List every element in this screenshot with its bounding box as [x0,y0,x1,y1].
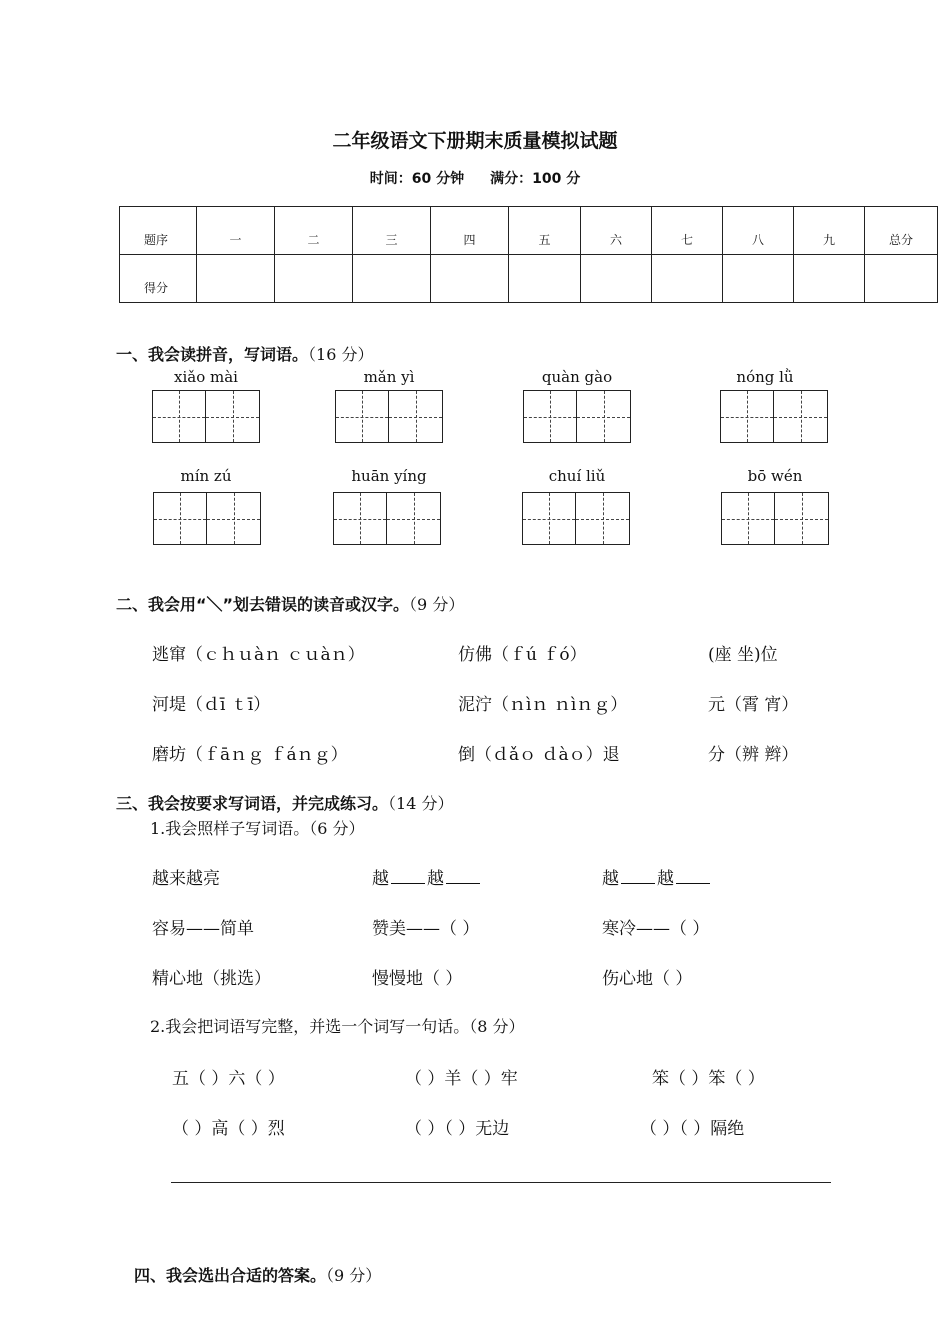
pronunciation-item[interactable]: 泥泞（ｎìｎ ｎìｎｇ） [458,695,628,715]
score-cell[interactable] [581,255,652,303]
section4-heading [134,1263,381,1286]
score-table-row-label-order: 题序 [120,207,197,255]
pinyin-label: chuí liǔ [548,467,606,485]
section2-heading-text: 二、我会用“＼”划去错误的读音或汉字。 [116,595,410,614]
score-table-col-total: 总分 [865,207,938,255]
pronunciation-item[interactable]: 河堤（ｄī ｔī） [152,695,271,715]
pattern-char: 越 [657,869,674,889]
pinyin-label: mín zú [180,467,232,485]
section4-points: （9 分） [326,1266,382,1285]
idiom-blank-item[interactable]: （ ）高（ ）烈 [172,1119,285,1139]
score-cell[interactable] [353,255,431,303]
sentence-writing-line[interactable] [171,1182,831,1183]
writing-grid[interactable] [335,390,443,443]
pattern-char: 越 [602,869,619,889]
section1-heading [116,342,373,365]
pronunciation-item[interactable]: 仿佛（ｆú ｆó） [458,645,587,665]
score-cell[interactable] [197,255,275,303]
writing-grid[interactable] [153,492,261,545]
example-word: 容易——简单 [152,919,254,939]
pattern-char: 越 [427,869,444,889]
score-table-col: 四 [431,207,509,255]
idiom-blank-item[interactable]: （ ）羊（ ）牢 [405,1069,518,1089]
score-table-row-label-score: 得分 [120,255,197,303]
example-word: 越来越亮 [152,869,220,889]
idiom-blank-item[interactable]: 五（ ）六（ ） [172,1069,285,1089]
pattern-char: 越 [372,869,389,889]
antonym-blank-item[interactable]: 赞美——（ ） [372,919,480,939]
section2-heading [116,592,464,615]
writing-grid[interactable] [522,492,630,545]
section1-points: （16 分） [308,345,374,364]
writing-grid[interactable] [523,390,631,443]
fill-blank[interactable] [621,882,655,884]
pronunciation-item[interactable]: 磨坊（ｆāｎｇ ｆáｎｇ） [152,745,348,765]
pinyin-label: quàn gào [541,368,613,386]
fill-blank[interactable] [676,882,710,884]
section4-heading-text: 四、我会选出合适的答案。 [134,1266,327,1285]
character-item[interactable]: 分（辨 辫） [708,745,799,765]
pattern-blank-item[interactable] [372,864,482,889]
score-table-col: 八 [723,207,794,255]
pattern-blank-item[interactable] [602,864,712,889]
score-table-col: 五 [509,207,581,255]
adverb-blank-item[interactable]: 慢慢地（ ） [372,969,463,989]
writing-grid[interactable] [152,390,260,443]
example-word: 精心地（挑选） [152,969,271,989]
score-cell[interactable] [509,255,581,303]
score-table-col: 六 [581,207,652,255]
fill-blank[interactable] [391,882,425,884]
idiom-blank-item[interactable]: （ ）（ ）无边 [405,1119,510,1139]
section3-heading [116,791,453,814]
score-table-col: 二 [275,207,353,255]
idiom-blank-item[interactable]: 笨（ ）笨（ ） [652,1069,765,1089]
score-table-col: 一 [197,207,275,255]
character-item[interactable]: (座 坐)位 [708,645,778,665]
score-table-col: 九 [794,207,865,255]
section3-points: （14 分） [388,794,454,813]
character-item[interactable]: 元（霄 宵） [708,695,799,715]
score-cell[interactable] [275,255,353,303]
pinyin-label: huān yíng [351,467,427,485]
exam-full-score: 满分：100 分 [490,171,581,187]
score-cell[interactable] [794,255,865,303]
section3-sub1-heading: 1.我会照样子写词语。（6 分） [150,819,365,838]
adverb-blank-item[interactable]: 伤心地（ ） [602,969,693,989]
score-cell[interactable] [652,255,723,303]
pinyin-label: xiǎo mài [174,368,238,386]
section3-sub2-heading: 2.我会把词语写完整，并选一个词写一句话。（8 分） [150,1017,525,1036]
writing-grid[interactable] [721,492,829,545]
antonym-blank-item[interactable]: 寒冷——（ ） [602,919,710,939]
writing-grid[interactable] [720,390,828,443]
score-table [119,206,938,303]
pinyin-label: mǎn yì [363,368,415,386]
pinyin-label: bō wén [747,467,803,485]
writing-grid[interactable] [333,492,441,545]
score-table-col: 七 [652,207,723,255]
score-table-header-row [120,207,938,255]
pronunciation-item[interactable]: 逃窜（ｃｈｕàｎ ｃｕàｎ） [152,645,365,665]
exam-title: 二年级语文下册期末质量模拟试题 [332,130,618,152]
pronunciation-item[interactable]: 倒（ｄǎｏ ｄàｏ）退 [458,745,620,765]
score-table-col: 三 [353,207,431,255]
score-table-score-row [120,255,938,303]
score-cell[interactable] [431,255,509,303]
section1-heading-text: 一、我会读拼音，写词语。 [116,345,309,364]
exam-subtitle [0,168,950,188]
section3-heading-text: 三、我会按要求写词语，并完成练习。 [116,794,389,813]
score-cell[interactable] [723,255,794,303]
pinyin-label: nóng lǜ [736,368,794,386]
fill-blank[interactable] [446,882,480,884]
section2-points: （9 分） [409,595,465,614]
idiom-blank-item[interactable]: （ ）（ ）隔绝 [640,1119,745,1139]
exam-time: 时间：60 分钟 [369,171,465,187]
score-cell-total[interactable] [865,255,938,303]
